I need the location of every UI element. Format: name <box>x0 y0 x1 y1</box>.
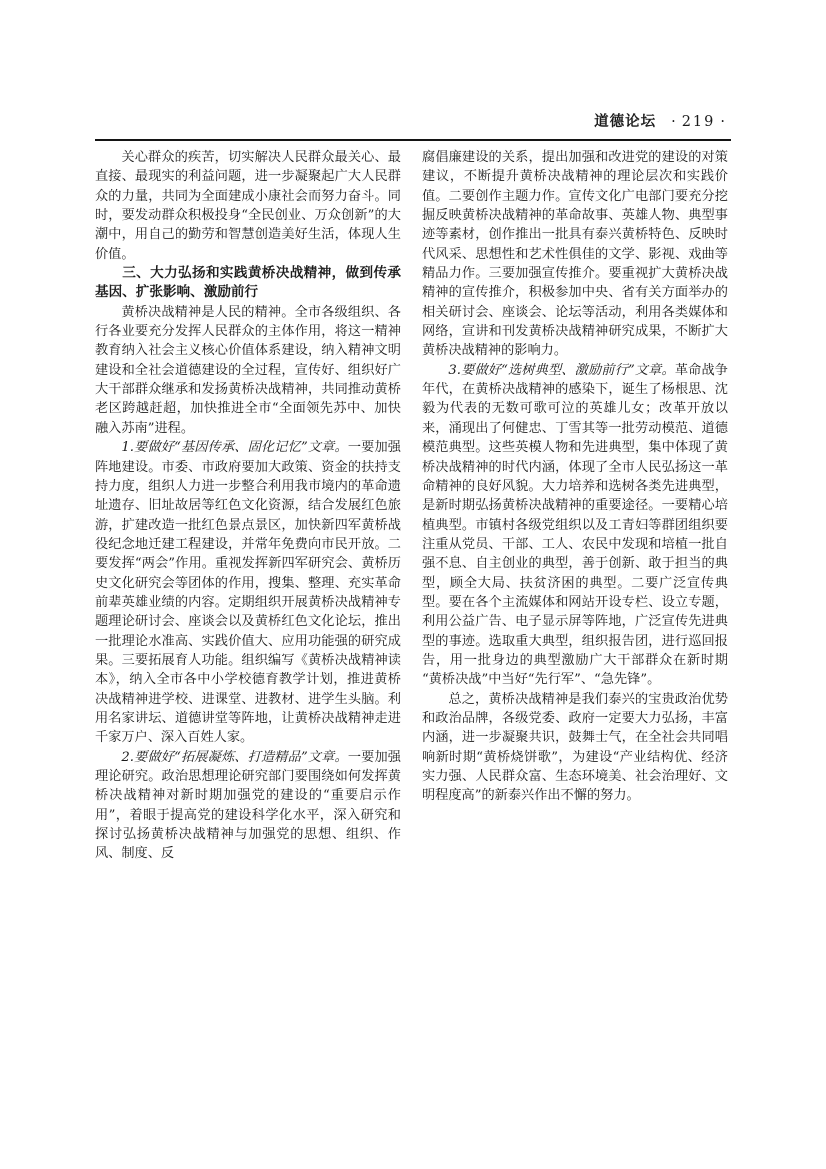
page-number-dot-left: · <box>671 114 677 130</box>
point-2-lead: 2.要做好“拓展凝炼、打造精品”文章。 <box>121 749 348 765</box>
paragraph-point-1 <box>95 438 401 748</box>
paragraph-conclusion: 总之，黄桥决战精神是我们泰兴的宝贵政治优势和政治品牌，各级党委、政府一定要大力弘扬，丰富内涵，进一步凝聚共识，鼓舞士气，在全社会共同唱响新时期“黄桥烧饼歌”，为建设“产业结构优、经济实力强、人民群众富、生态环境美、社会治理好、文明程度高”的新泰兴作出不懈的努力。 <box>422 691 728 804</box>
point-2-body-left: 一要加强理论研究。政治思想理论研究部门要围绕如何发挥黄桥决战精神对新时期加强党的建设的“重要启示作用”，着眼于提高党的建设科学化水平，深入研究和探讨弘扬黄桥决战精神与加强党的思想、组织、作风、制度、反 <box>95 749 401 862</box>
left-column <box>95 148 401 864</box>
right-column <box>422 148 728 864</box>
page-number-dot-right: · <box>720 114 726 130</box>
section-heading: 三、大力弘扬和实践黄桥决战精神，做到传承基因、扩张影响、激励前行 <box>95 265 401 301</box>
paragraph-point-2-continued: 腐倡廉建设的关系，提出加强和改进党的建设的对策建议，不断提升黄桥决战精神的理论层次和实践价值。二要创作主题力作。宣传文化广电部门要充分挖掘反映黄桥决战精神的革命故事、英雄人物、典型事迹等素材，创作推出一批具有泰兴黄桥特色、反映时代风采、思想性和艺术性俱佳的文学、影视、戏曲等精品力作。三要加强宣传推介。要重视扩大黄桥决战精神的宣传推介，积极参加中央、省有关方面举办的相关研讨会、座谈会、论坛等活动，利用各类媒体和网络，宣讲和刊发黄桥决战精神研究成果，不断扩大黄桥决战精神的影响力。 <box>422 150 728 359</box>
paragraph-carryover: 关心群众的疾苦，切实解决人民群众最关心、最直接、最现实的利益问题，进一步凝聚起广大人民群众的力量，共同为全面建成小康社会而努力奋斗。同时，要发动群众积极投身“全民创业、万众创新”的大潮中，用自己的勤劳和智慧创造美好生活，体现人生价值。 <box>95 150 401 262</box>
header-rule <box>95 139 731 141</box>
point-3-lead: 3.要做好“选树典型、激励前行”文章。 <box>448 362 675 378</box>
point-3-body: 革命战争年代，在黄桥决战精神的感染下，诞生了杨根思、沈毅为代表的无数可歌可泣的英雄儿女；改革开放以来，涌现出了何健忠、丁雪其等一批劳动模范、道德模范典型。这些英模人物和先进典型，集中体现了黄桥决战精神的时代内涵，体现了全市人民弘扬这一革命精神的良好风貌。大力培养和选树各类先进典型，是新时期弘扬黄桥决战精神的重要途径。一要精心培植典型。市镇村各级党组织以及工青妇等群团组织要注重从党员、干部、工人、农民中发现和培植一批自强不息、自主创业的典型，善于创新、敢于担当的典型，顾全大局、扶贫济困的典型。二要广泛宣传典型。要在各个主流媒体和网站开设专栏、设立专题，利用公益广告、电子显示屏等阵地，广泛宣传先进典型的事迹。选取重大典型，组织报告团，进行巡回报告，用一批身边的典型激励广大干部群众在新时期“黄桥决战”中当好“先行军”、“急先锋”。 <box>422 362 728 688</box>
paragraph-point-3 <box>422 361 728 690</box>
article-body <box>95 148 731 864</box>
paragraph-intro: 黄桥决战精神是人民的精神。全市各级组织、各行各业要充分发挥人民群众的主体作用，将这一精神教育纳入社会主义核心价值体系建设，纳入精神文明建设和全社会道德建设的全过程，宣传好、组织好广大干部群众继承和发扬黄桥决战精神，共同推动黄桥老区跨越赶超，加快推进全市“全面领先苏中、加快融入苏南”进程。 <box>95 304 401 436</box>
paragraph-point-2 <box>95 748 401 864</box>
point-1-body: 一要加强阵地建设。市委、市政府要加大政策、资金的扶持支持力度，组织人力进一步整合利用我市境内的革命遗址遗存、旧址故居等红色文化资源，结合发展红色旅游，扩建改造一批红色景点景区，加快新四军黄桥战役纪念地迁建工程建设，并常年免费向市民开放。二要发挥“两会”作用。重视发挥新四军研究会、黄桥历史文化研究会等团体的作用，搜集、整理、充实革命前辈英雄业绩的内容。定期组织开展黄桥决战精神专题理论研讨会、座谈会以及黄桥红色文化论坛，推出一批理论水准高、实践价值大、应用功能强的研究成果。三要拓展育人功能。组织编写《黄桥决战精神读本》，纳入全市各中小学校德育教学计划，推进黄桥决战精神进学校、进课堂、进教材、进学生头脑。利用名家讲坛、道德讲堂等阵地，让黄桥决战精神走进千家万户、深入百姓人家。 <box>95 440 401 746</box>
point-1-lead: 1.要做好“基因传承、固化记忆”文章。 <box>121 440 348 456</box>
journal-title: 道德论坛 <box>594 114 657 130</box>
page-number: 219 <box>681 114 716 130</box>
running-head <box>594 111 731 133</box>
